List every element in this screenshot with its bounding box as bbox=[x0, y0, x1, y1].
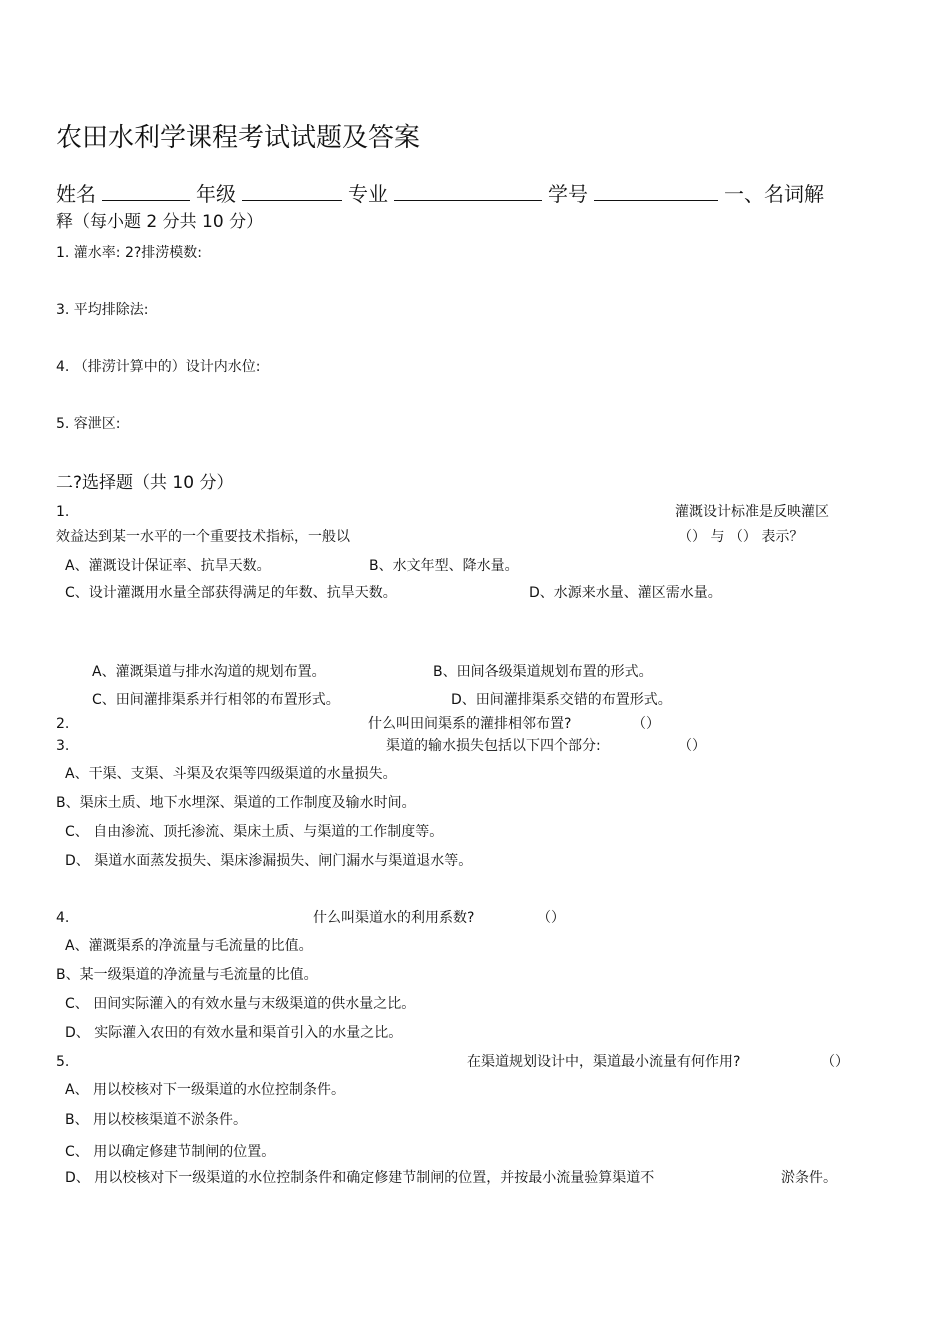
q4-stem: 什么叫渠道水的利用系数? bbox=[313, 910, 475, 926]
q1-option-c[interactable]: C、设计灌溉用水量全部获得满足的年数、抗旱天数。 bbox=[65, 585, 397, 601]
id-label: 学号 bbox=[548, 182, 588, 206]
q5-option-d-tail: 淤条件。 bbox=[781, 1170, 837, 1186]
term-item: 4. （排涝计算中的）设计内水位: bbox=[56, 359, 261, 375]
q3-answer-paren: （） bbox=[678, 738, 706, 754]
q2-answer-paren: （） bbox=[632, 716, 660, 732]
name-blank[interactable] bbox=[102, 184, 190, 201]
q3-option-a[interactable]: A、干渠、支渠、斗渠及农渠等四级渠道的水量损失。 bbox=[65, 766, 397, 782]
q3-number: 3. bbox=[56, 738, 70, 754]
term-item: 1. 灌水率: 2?排涝模数: bbox=[56, 245, 203, 261]
q1-option-b[interactable]: B、水文年型、降水量。 bbox=[369, 558, 519, 574]
q2-option-c[interactable]: C、田间灌排渠系并行相邻的布置形式。 bbox=[92, 692, 340, 708]
q1-number: 1. bbox=[56, 504, 70, 520]
q1-stem-tail: （） 与 （） 表示？ bbox=[678, 529, 804, 545]
q5-option-d[interactable]: D、 用以校核对下一级渠道的水位控制条件和确定修建节制闸的位置，并按最小流量验算渠道不 bbox=[65, 1170, 655, 1186]
q2-option-a[interactable]: A、灌溉渠道与排水沟道的规划布置。 bbox=[92, 664, 326, 680]
q1-option-d[interactable]: D、水源来水量、灌区需水量。 bbox=[529, 585, 722, 601]
name-label: 姓名 bbox=[56, 182, 96, 206]
q5-stem: 在渠道规划设计中，渠道最小流量有何作用? bbox=[467, 1054, 741, 1070]
q2-option-d[interactable]: D、田间灌排渠系交错的布置形式。 bbox=[451, 692, 672, 708]
q1-stem-left: 效益达到某一水平的一个重要技术指标，一般以 bbox=[56, 529, 350, 545]
q4-option-c[interactable]: C、 田间实际灌入的有效水量与末级渠道的供水量之比。 bbox=[65, 996, 416, 1012]
q3-option-d[interactable]: D、 渠道水面蒸发损失、渠床渗漏损失、闸门漏水与渠道退水等。 bbox=[65, 853, 473, 869]
section2-heading: 二?选择题（共 10 分） bbox=[56, 473, 234, 493]
q4-number: 4. bbox=[56, 910, 70, 926]
term-item: 3. 平均排除法: bbox=[56, 302, 149, 318]
major-label: 专业 bbox=[348, 182, 388, 206]
q2-number: 2. bbox=[56, 716, 70, 732]
q4-option-a[interactable]: A、灌溉渠系的净流量与毛流量的比值。 bbox=[65, 938, 313, 954]
page-title: 农田水利学课程考试试题及答案 bbox=[56, 123, 421, 153]
q3-option-c[interactable]: C、 自由渗流、顶托渗流、渠床土质、与渠道的工作制度等。 bbox=[65, 824, 444, 840]
q5-option-b[interactable]: B、 用以校核渠道不淤条件。 bbox=[65, 1112, 248, 1128]
q2-stem: 什么叫田间渠系的灌排相邻布置? bbox=[368, 716, 572, 732]
q5-answer-paren: （） bbox=[821, 1054, 849, 1070]
q1-stem-right: 灌溉设计标准是反映灌区 bbox=[675, 504, 829, 520]
q3-option-b[interactable]: B、渠床土质、地下水埋深、渠道的工作制度及输水时间。 bbox=[56, 795, 416, 811]
grade-blank[interactable] bbox=[242, 184, 342, 201]
q2-option-b[interactable]: B、田间各级渠道规划布置的形式。 bbox=[433, 664, 653, 680]
q4-option-d[interactable]: D、 实际灌入农田的有效水量和渠首引入的水量之比。 bbox=[65, 1025, 403, 1041]
q1-option-a[interactable]: A、灌溉设计保证率、抗旱天数。 bbox=[65, 558, 271, 574]
q5-option-a[interactable]: A、 用以校核对下一级渠道的水位控制条件。 bbox=[65, 1082, 346, 1098]
q4-answer-paren: （） bbox=[537, 910, 565, 926]
q4-option-b[interactable]: B、某一级渠道的净流量与毛流量的比值。 bbox=[56, 967, 318, 983]
q5-option-c[interactable]: C、 用以确定修建节制闸的位置。 bbox=[65, 1144, 276, 1160]
grade-label: 年级 bbox=[196, 182, 236, 206]
section1-heading-rest: 释（每小题 2 分共 10 分） bbox=[56, 212, 264, 232]
q5-number: 5. bbox=[56, 1054, 70, 1070]
section1-heading-start: 一、名词解 bbox=[724, 182, 824, 206]
term-item: 5. 容泄区: bbox=[56, 416, 121, 432]
student-info-line bbox=[56, 181, 824, 207]
major-blank[interactable] bbox=[394, 184, 542, 201]
q3-stem: 渠道的输水损失包括以下四个部分: bbox=[386, 738, 601, 754]
id-blank[interactable] bbox=[594, 184, 718, 201]
